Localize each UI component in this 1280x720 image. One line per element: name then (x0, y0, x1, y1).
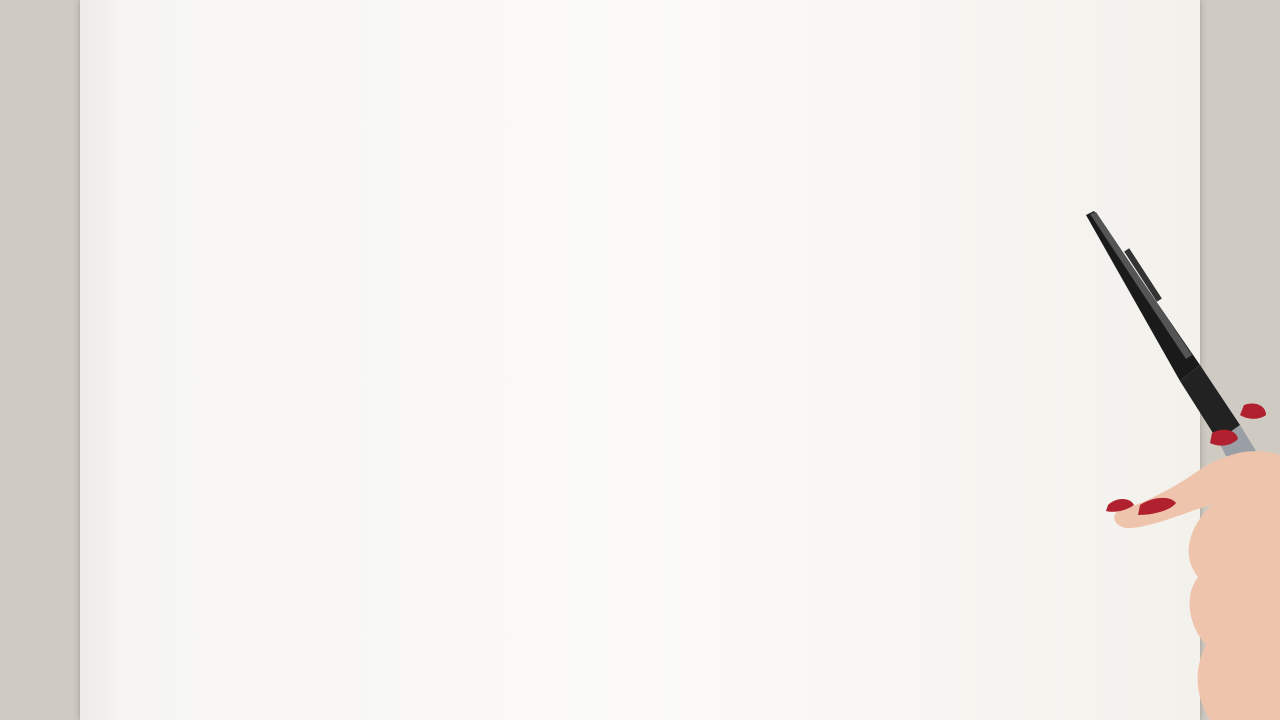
pen-icon (1080, 205, 1280, 720)
